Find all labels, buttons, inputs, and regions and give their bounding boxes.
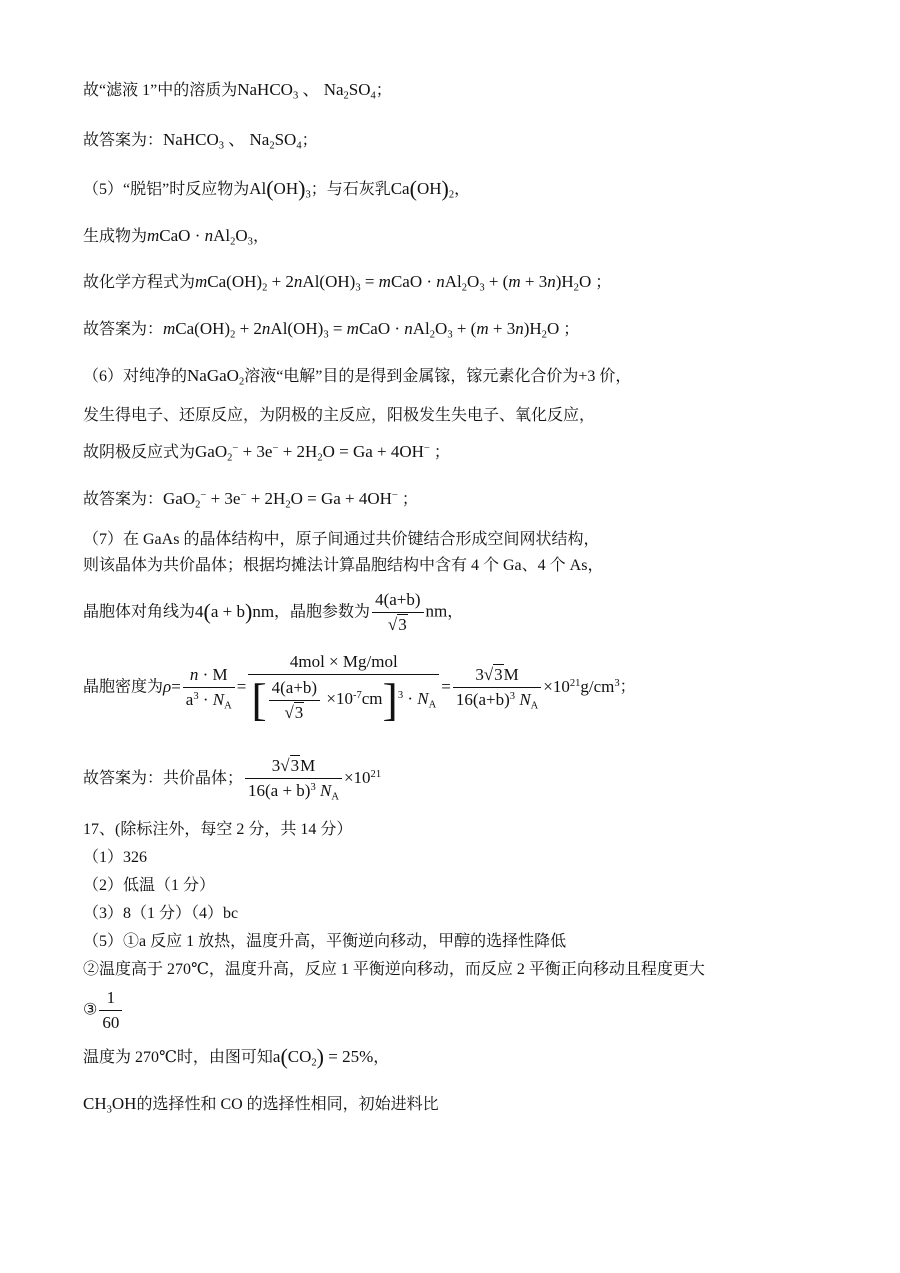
line-cathode-equation: 故阴极反应式为$GaO_2^- + 3e^- + 2H_2O = Ga + 4OH^-$ ； xyxy=(83,442,450,464)
line-q17-1: （1）326 xyxy=(83,849,148,866)
line-q17-header: 17、(除标注外，每空 2 分，共 14 分） xyxy=(83,821,353,838)
equation-cathode: $GaO_2^- + 3e^- + 2H_2O = Ga + 4OH^-$ xyxy=(195,442,430,464)
formula-nagao2: NaGaO$_2$ xyxy=(187,366,245,388)
line-dealuminium: （5）“脱铝”时反应物为$Al(OH)_3$；与石灰乳$Ca(OH)_2$， xyxy=(83,176,471,201)
formula-mcao-nal2o3: mCaO · $nAl_2O_3$ xyxy=(147,226,253,248)
fraction-1-60: $\frac{1}{60}$ xyxy=(99,988,122,1034)
line-electrolysis: （6）对纯净的NaGaO$_2$溶液“电解”目的是得到金属镓，镓元素化合价为+3 价， xyxy=(83,366,632,388)
formula-diagonal: 4(a + b)nm xyxy=(195,598,275,624)
line-cell-parameter: 晶胞体对角线为4(a + b)nm，晶胞参数为 $\frac{4(a+b)}{√3}$ nm， xyxy=(83,590,464,635)
equation-dealuminium: $mCa(OH)_2 + 2nAl(OH)_3$ = mCaO · $nAl_2O_3 + (m + 3n)H_2O$ xyxy=(195,272,592,294)
equation-density: ρ= $\frac{n \cdot M}{a^3 \cdot N_A}$ = 4mol × Mg/mol [ $\frac{4(a+b)}{√3}$ $\times 10^{-7}cm]^3 \cdot N_A$ = $\frac{3√3M}{16(a+b)^3 N_A}$ $\times 10^{21}g/cm^3$ xyxy=(163,652,620,726)
line-q17-5c: ③ $\frac{1}{60}$ xyxy=(83,988,124,1034)
line-q17-5b: ②温度高于 270℃，温度升高，反应 1 平衡逆向移动，而反应 2 平衡正向移动且程度更大 xyxy=(83,961,705,978)
line-electrode-reaction: 发生得电子、还原反应，为阴极的主反应，阳极发生失电子、氧化反应， xyxy=(83,407,596,424)
formula-aloh3: $Al(OH)_3$ xyxy=(249,176,311,201)
line-q17-3-4: （3）8（1 分）（4）bc xyxy=(83,905,239,922)
formula-answer-1: NaHCO$_3$ 、 $Na_2SO_4$ xyxy=(163,130,302,152)
formula-answer-4: $\frac{3√3M}{16(a + b)^3 N_A}$ $\times 10^{21}$ xyxy=(243,768,381,787)
formula-nahco3-na2so4: NaHCO$_3$ 、 $Na_2SO_4$ xyxy=(237,80,376,102)
line-selectivity: $CH_3OH$的选择性和 CO 的选择性相同，初始进料比 xyxy=(83,1094,439,1116)
equation-answer-2: $mCa(OH)_2 + 2nAl(OH)_3$ = mCaO · $nAl_2O_3 + (m + 3n)H_2O$ xyxy=(163,319,560,341)
line-cell-density: 晶胞密度为ρ= $\frac{n \cdot M}{a^3 \cdot N_A}$ = 4mol × Mg/mol [ $\frac{4(a+b)}{√3}$ $\times 10^{-7}cm]^3 \cdot N_A$ = $\frac{3√3M}{16(a+b)^3 N_A}$ $\times 10^{21}g/cm^3$； xyxy=(83,652,636,726)
line-filtrate-solute: 故“滤液 1”中的溶质为NaHCO$_3$ 、 $Na_2SO_4$； xyxy=(83,80,392,102)
line-co2-conversion: 温度为 270℃时，由图可知$a(CO_2) = 25\%$， xyxy=(83,1044,390,1069)
fraction-cell-parameter: $\frac{4(a+b)}{√3}$ xyxy=(372,590,423,636)
line-answer-3: 故答案为：$GaO_2^- + 3e^- + 2H_2O = Ga + 4OH^-$ ； xyxy=(83,489,418,511)
line-q17-5a: （5）①a 反应 1 放热，温度升高，平衡逆向移动，甲醇的选择性降低 xyxy=(83,933,567,950)
line-covalent-crystal: 则该晶体为共价晶体；根据均摊法计算晶胞结构中含有 4 个 Ga、4 个 As， xyxy=(83,557,604,574)
line-answer-4: 故答案为：共价晶体； $\frac{3√3M}{16(a + b)^3 N_A}$ $\times 10^{21}$ xyxy=(83,756,382,804)
line-q17-2: （2）低温（1 分） xyxy=(83,877,216,894)
formula-ch3oh: $CH_3OH$ xyxy=(83,1094,137,1116)
line-gaas-structure: （7）在 GaAs 的晶体结构中，原子间通过共价键结合形成空间网状结构， xyxy=(83,531,600,548)
equation-answer-3: $GaO_2^- + 3e^- + 2H_2O = Ga + 4OH^-$ xyxy=(163,489,398,511)
formula-co2-conversion: $a(CO_2) = 25\%$ xyxy=(272,1044,374,1069)
line-equation: 故化学方程式为$mCa(OH)_2 + 2nAl(OH)_3$ = mCaO · $nAl_2O_3 + (m + 3n)H_2O$ ； xyxy=(83,272,612,294)
formula-caoh2: $Ca(OH)_2$ xyxy=(390,176,455,201)
line-answer-2: 故答案为：$mCa(OH)_2 + 2nAl(OH)_3$ = mCaO · $nAl_2O_3 + (m + 3n)H_2O$ ； xyxy=(83,319,580,341)
line-product: 生成物为mCaO · $nAl_2O_3$， xyxy=(83,226,269,248)
line-answer-1: 故答案为：NaHCO$_3$ 、 $Na_2SO_4$； xyxy=(83,130,318,152)
